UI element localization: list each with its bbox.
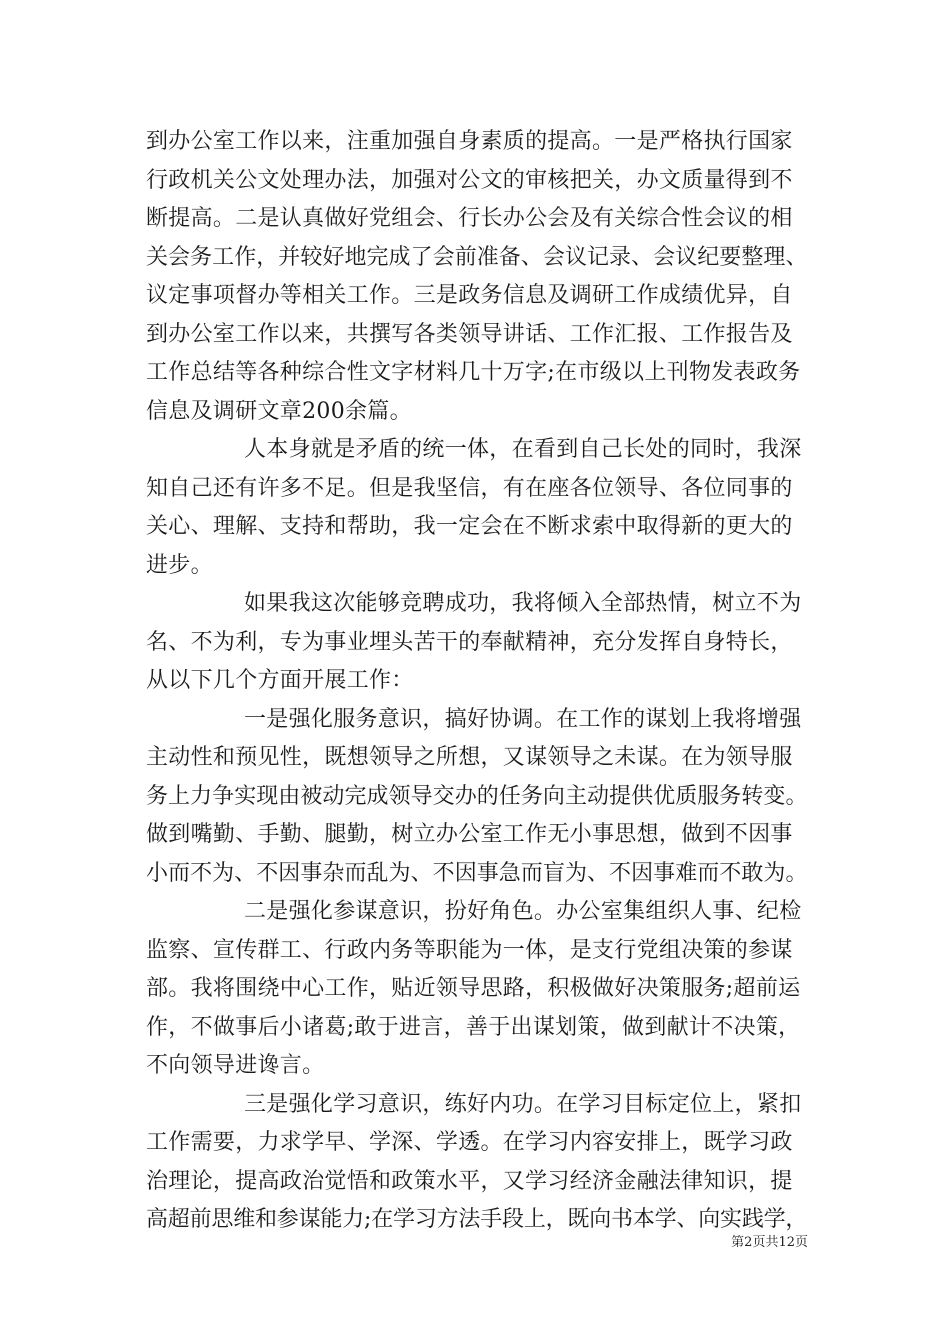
text-line: 到办公室工作以来，注重加强自身素质的提高。一是严格执行国家: [146, 129, 793, 154]
text-line: 进步。: [146, 552, 213, 578]
text-line: 不向领导进谗言。: [146, 1053, 325, 1078]
text-line: 作，不做事后小诸葛;敢于进言，善于出谋划策，做到献计不决策，: [146, 1014, 801, 1040]
text-line: 高超前思维和参谋能力;在学习方法手段上，既向书本学、向实践学，: [146, 1207, 808, 1232]
text-line: 到办公室工作以来，共撰写各类领导讲话、工作汇报、工作报告及: [146, 321, 793, 347]
document-body: [146, 123, 810, 1240]
text-line: 关心、理解、支持和帮助，我一定会在不断求索中取得新的更大的: [146, 514, 793, 539]
text-line: 名、不为利，专为事业埋头苦干的奉献精神，充分发挥自身特长，: [146, 629, 793, 655]
text-line: 监察、宣传群工、行政内务等职能为一体，是支行党组决策的参谋: [146, 937, 793, 963]
text-line: 人本身就是矛盾的统一体，在看到自己长处的同时，我深: [244, 437, 802, 462]
text-line: 如果我这次能够竞聘成功，我将倾入全部热情，树立不为: [244, 591, 802, 616]
text-line: 三是强化学习意识，练好内功。在学习目标定位上，紧扣: [244, 1091, 802, 1117]
text-line: 关会务工作，并较好地完成了会前准备、会议记录、会议纪要整理、: [146, 244, 808, 270]
text-line: 做到嘴勤、手勤、腿勤，树立办公室工作无小事思想，做到不因事: [146, 822, 793, 847]
text-line: 知自己还有许多不足。但是我坚信，有在座各位领导、各位同事的: [146, 475, 793, 501]
text-line: 断提高。二是认真做好党组会、行长办公会及有关综合性会议的相: [146, 206, 793, 231]
page-number-footer: 第2页共12页: [731, 1235, 808, 1250]
text-line: 信息及调研文章200余篇。: [146, 398, 412, 424]
text-line: 议定事项督办等相关工作。三是政务信息及调研工作成绩优异，自: [146, 283, 793, 308]
text-line: 部。我将围绕中心工作，贴近领导思路，积极做好决策服务;超前运: [146, 976, 801, 1001]
text-line: 从以下几个方面开展工作：: [146, 668, 414, 693]
text-line: 治理论，提高政治觉悟和政策水平，又学习经济金融法律知识，提: [146, 1168, 793, 1194]
text-line: 小而不为、不因事杂而乱为、不因事急而盲为、不因事难而不敢为。: [146, 860, 808, 886]
text-line: 一是强化服务意识，搞好协调。在工作的谋划上我将增强: [244, 706, 802, 732]
text-line: 务上力争实现由被动完成领导交办的任务向主动提供优质服务转变。: [146, 783, 808, 809]
text-line: 工作需要，力求学早、学深、学透。在学习内容安排上，既学习政: [146, 1130, 793, 1155]
text-line: 行政机关公文处理办法，加强对公文的审核把关，办文质量得到不: [146, 167, 793, 193]
text-line: 工作总结等各种综合性文字材料几十万字;在市级以上刊物发表政务: [146, 360, 801, 385]
text-line: 二是强化参谋意识，扮好角色。办公室集组织人事、纪检: [244, 899, 802, 924]
text-line: 主动性和预见性，既想领导之所想，又谋领导之未谋。在为领导服: [146, 745, 793, 770]
